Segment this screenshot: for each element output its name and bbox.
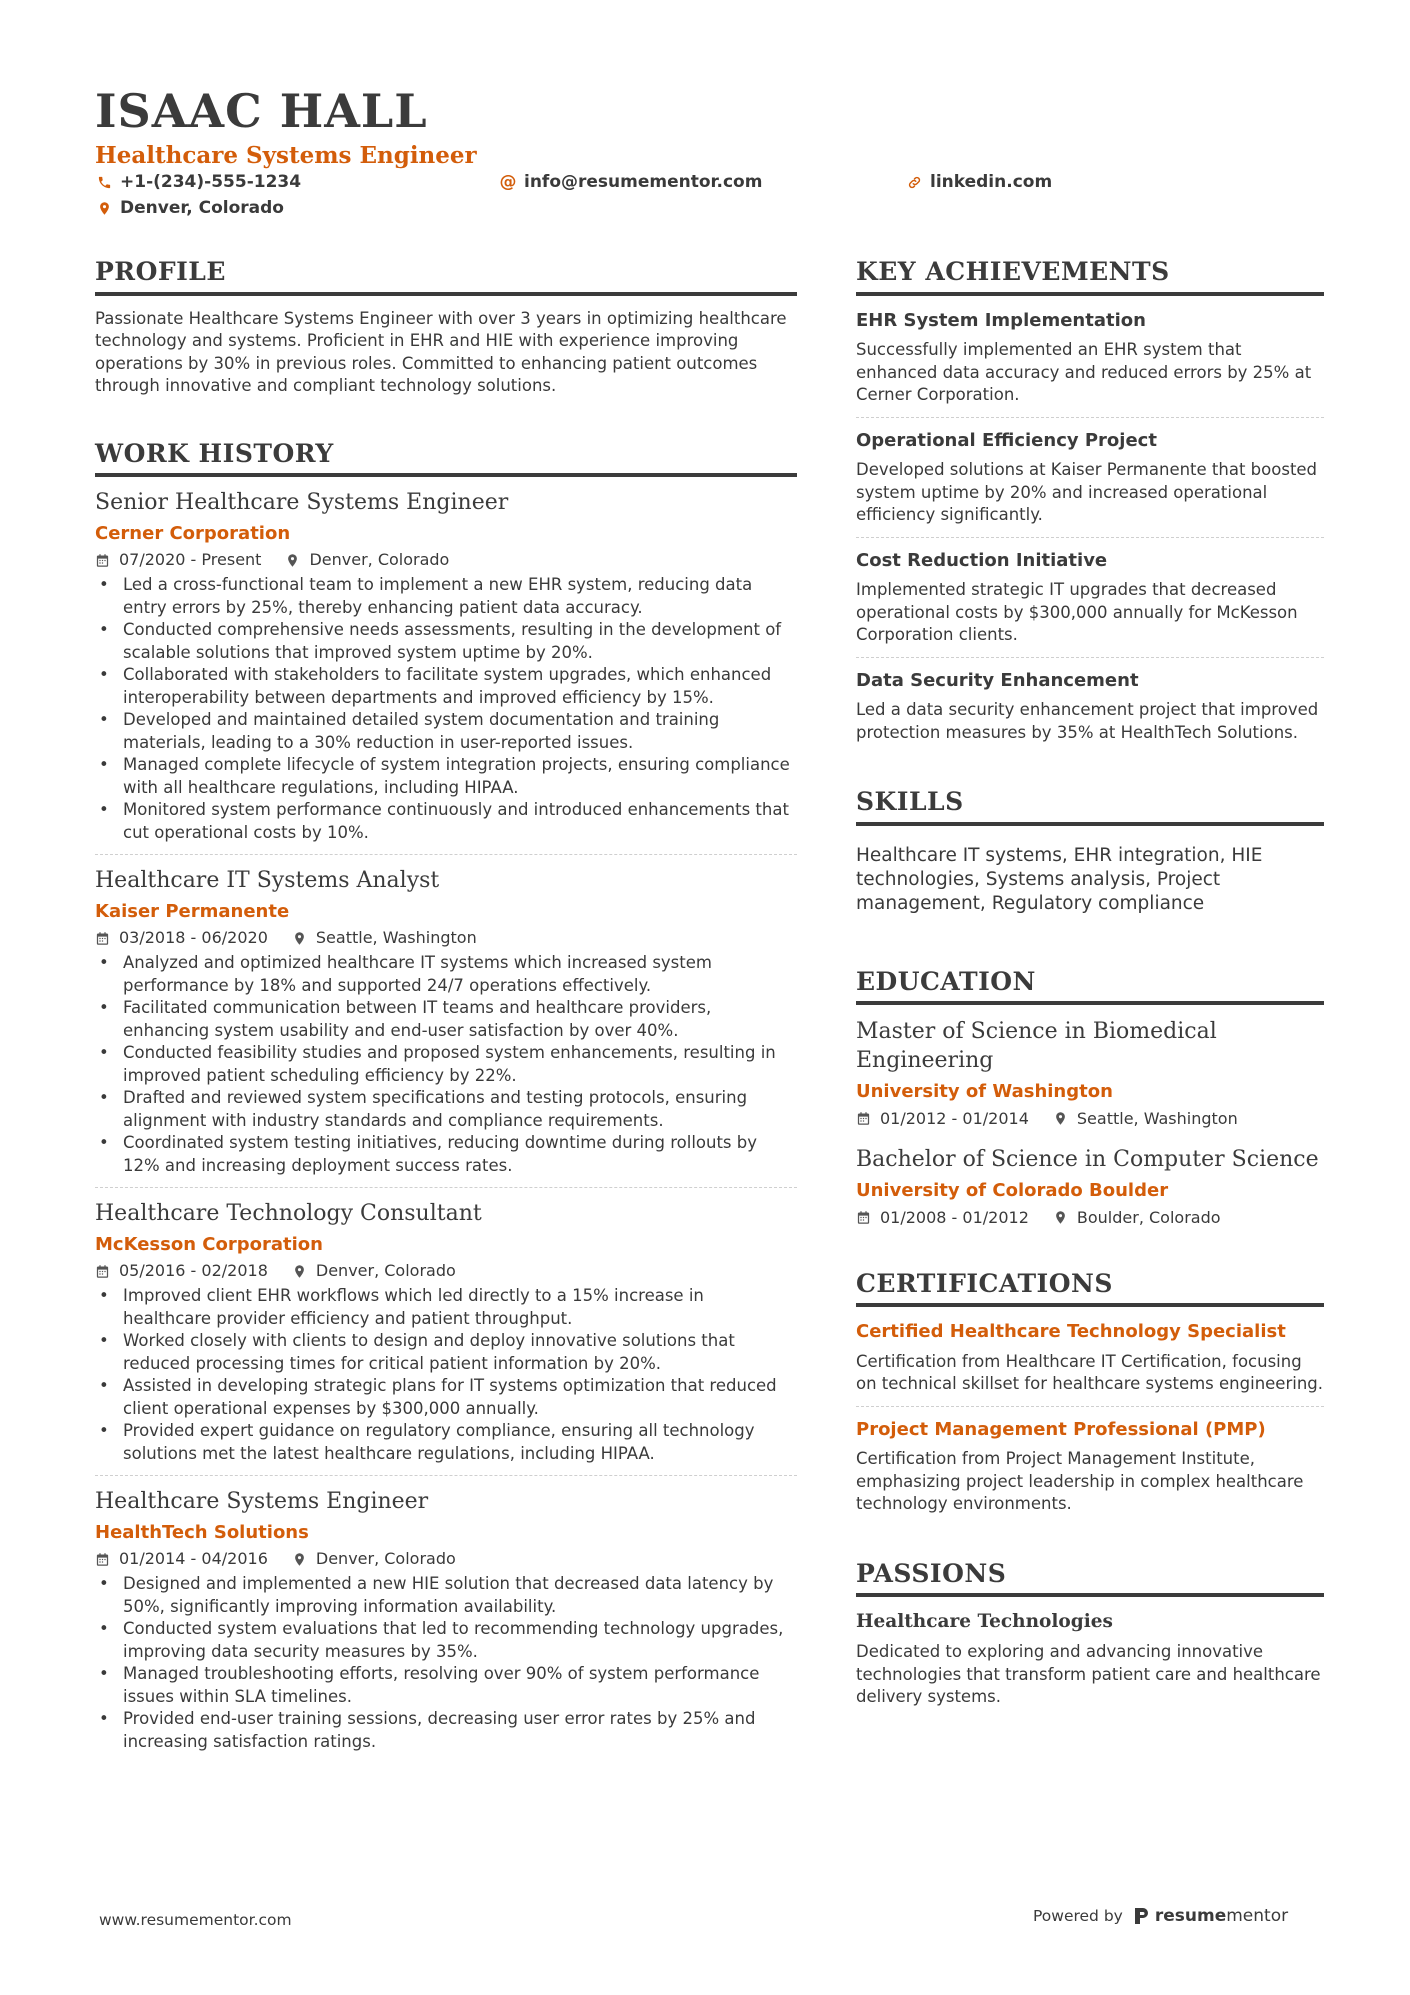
education-dates: 01/2008 - 01/2012 (880, 1207, 1029, 1227)
job-bullet: • Conducted feasibility studies and proposed system enhancements, resulting in improved patient scheduling efficiency by 22%. (95, 1042, 797, 1087)
work-history-heading: WORK HISTORY (95, 440, 797, 478)
location-pin-icon (96, 201, 112, 217)
powered-by-label: Powered by (1033, 1907, 1123, 1925)
achievement-item (856, 310, 1324, 407)
job-bullet: • Collaborated with stakeholders to facilitate system upgrades, which enhanced interoperability between departments and improved efficiency by 15%. (95, 664, 797, 709)
certification-item (856, 1321, 1324, 1396)
achievement-item (856, 670, 1324, 745)
job-dates: 03/2018 - 06/2020 (119, 928, 268, 948)
profile-heading: PROFILE (95, 258, 797, 296)
job-bullet: • Worked closely with clients to design and deploy innovative solutions that reduced processing times for critical patient information by 20%. (95, 1330, 797, 1375)
achievement-item (856, 430, 1324, 527)
job-bullet: • Assisted in developing strategic plans for IT systems optimization that reduced client operational expenses by $300,000 annually. (95, 1375, 797, 1420)
email-text[interactable]: info@resumementor.com (524, 172, 763, 192)
certification-text: Certification from Healthcare IT Certification, focusing on technical skillset for healthcare systems engineering. (856, 1351, 1323, 1394)
footer-website[interactable]: www.resumementor.com (99, 1911, 292, 1929)
achievement-title: Cost Reduction Initiative (856, 549, 1108, 571)
passions-heading: PASSIONS (856, 1560, 1324, 1598)
job-dates: 05/2016 - 02/2018 (119, 1261, 268, 1281)
education-item (856, 1145, 1324, 1226)
contact-phone (96, 174, 301, 191)
job-bullet: • Developed and maintained detailed system documentation and training materials, leading to a 30% reduction in user-reported issues. (95, 709, 797, 754)
job-bullets (95, 1573, 797, 1753)
job-bullets (95, 1285, 797, 1465)
divider (856, 1406, 1324, 1407)
certification-title: Project Management Professional (PMP) (856, 1418, 1266, 1440)
job-bullet: • Monitored system performance continuously and introduced enhancements that cut operational costs by 10%. (95, 799, 797, 844)
achievement-text: Developed solutions at Kaiser Permanente that boosted system uptime by 20% and increased operational efficiency significantly. (856, 460, 1318, 525)
job-bullets (95, 952, 797, 1177)
brand-text-part2: mentor (1226, 1906, 1289, 1926)
achievement-item (856, 550, 1324, 647)
calendar-icon (95, 1552, 110, 1567)
left-column (95, 258, 797, 1753)
profile-text: Passionate Healthcare Systems Engineer with over 3 years in optimizing healthcare technology and systems. Proficient in EHR and HIE with experience improving operations by 30% in previous roles. Committed to enhancing patient outcomes through innovative and compliant technology solutions. (95, 308, 787, 395)
job-location: Denver, Colorado (309, 550, 450, 570)
job-title: Healthcare Technology Consultant (95, 1201, 482, 1227)
link-icon (906, 175, 922, 191)
job-title: Healthcare IT Systems Analyst (95, 868, 440, 894)
location-pin-icon (292, 1552, 307, 1567)
candidate-title: Healthcare Systems Engineer (95, 142, 477, 169)
divider (95, 854, 797, 855)
certification-item (856, 1419, 1324, 1516)
right-column (856, 258, 1324, 1709)
job-entry (95, 489, 797, 844)
location-pin-icon (1053, 1111, 1068, 1126)
job-bullet: • Drafted and reviewed system specifications and testing protocols, ensuring alignment with industry standards and compliance requirements. (95, 1087, 797, 1132)
contact-location (96, 200, 284, 217)
achievement-text: Successfully implemented an EHR system that enhanced data accuracy and reduced errors by 25% at Cerner Corporation. (856, 340, 1312, 405)
job-company: Cerner Corporation (95, 522, 291, 544)
divider (856, 657, 1324, 658)
calendar-icon (95, 931, 110, 946)
job-meta (95, 1263, 797, 1279)
job-entry (95, 1488, 797, 1753)
certifications-heading: CERTIFICATIONS (856, 1270, 1324, 1308)
candidate-name: ISAAC HALL (95, 84, 428, 138)
job-location: Denver, Colorado (315, 1261, 456, 1281)
certification-text: Certification from Project Management Institute, emphasizing project leadership in complex healthcare technology environments. (856, 1449, 1304, 1514)
achievement-title: EHR System Implementation (856, 309, 1146, 331)
job-bullet: • Provided expert guidance on regulatory compliance, ensuring all technology solutions met the latest healthcare regulations, including HIPAA. (95, 1420, 797, 1465)
job-bullet: • Designed and implemented a new HIE solution that decreased data latency by 50%, significantly improving information availability. (95, 1573, 797, 1618)
achievements-heading: KEY ACHIEVEMENTS (856, 258, 1324, 296)
achievement-title: Data Security Enhancement (856, 669, 1139, 691)
calendar-icon (95, 553, 110, 568)
job-location: Seattle, Washington (315, 928, 477, 948)
job-title: Healthcare Systems Engineer (95, 1489, 429, 1515)
job-company: McKesson Corporation (95, 1233, 323, 1255)
calendar-icon (95, 1264, 110, 1279)
location-pin-icon (292, 931, 307, 946)
education-meta (856, 1207, 1324, 1227)
education-school: University of Washington (856, 1081, 1113, 1103)
passion-title: Healthcare Technologies (856, 1611, 1113, 1633)
job-location: Denver, Colorado (315, 1549, 456, 1569)
job-meta (95, 1551, 797, 1567)
job-bullet: • Conducted system evaluations that led to recommending technology upgrades, improving data security measures by 35%. (95, 1618, 797, 1663)
location-pin-icon (285, 553, 300, 568)
skills-text: Healthcare IT systems, EHR integration, HIE technologies, Systems analysis, Project management, Regulatory compliance (856, 844, 1263, 914)
calendar-icon (856, 1210, 871, 1225)
job-bullets (95, 574, 797, 844)
job-bullet: • Facilitated communication between IT teams and healthcare providers, enhancing system usability and end-user satisfaction by over 40%. (95, 997, 797, 1042)
education-dates: 01/2012 - 01/2014 (880, 1108, 1029, 1128)
job-company: Kaiser Permanente (95, 900, 290, 922)
job-entry (95, 1200, 797, 1465)
education-degree: Bachelor of Science in Computer Science (856, 1146, 1319, 1172)
location-pin-icon (292, 1264, 307, 1279)
divider (95, 1187, 797, 1188)
education-location: Seattle, Washington (1076, 1108, 1238, 1128)
job-dates: 01/2014 - 04/2016 (119, 1549, 268, 1569)
brand-logo[interactable] (1133, 1906, 1288, 1926)
passion-item (856, 1611, 1324, 1709)
job-bullet: • Managed complete lifecycle of system integration projects, ensuring compliance with all healthcare regulations, including HIPAA. (95, 754, 797, 799)
location-pin-icon (1053, 1210, 1068, 1225)
phone-text: +1-(234)-555-1234 (120, 172, 302, 192)
footer-powered-by (1033, 1906, 1288, 1926)
job-meta (95, 930, 797, 946)
job-bullet: • Improved client EHR workflows which led directly to a 15% increase in healthcare provider efficiency and patient throughput. (95, 1285, 797, 1330)
job-bullet: • Analyzed and optimized healthcare IT systems which increased system performance by 18% and supported 24/7 operations effectively. (95, 952, 797, 997)
divider (856, 537, 1324, 538)
job-bullet: • Provided end-user training sessions, decreasing user error rates by 25% and increasing satisfaction ratings. (95, 1708, 797, 1753)
job-meta (95, 552, 797, 568)
education-item (856, 1017, 1324, 1127)
job-company: HealthTech Solutions (95, 1521, 309, 1543)
job-bullet: • Coordinated system testing initiatives, reducing downtime during rollouts by 12% and increasing deployment success rates. (95, 1132, 797, 1177)
job-dates: 07/2020 - Present (119, 550, 262, 570)
education-heading: EDUCATION (856, 968, 1324, 1006)
location-text: Denver, Colorado (120, 198, 284, 218)
divider (95, 1475, 797, 1476)
skills-heading: SKILLS (856, 788, 1324, 826)
brand-mark-icon (1133, 1907, 1149, 1925)
brand-text-part1: resume (1154, 1906, 1227, 1926)
contact-email[interactable] (500, 174, 762, 191)
achievement-text: Led a data security enhancement project that improved protection measures by 35% at HealthTech Solutions. (856, 700, 1319, 742)
education-school: University of Colorado Boulder (856, 1179, 1169, 1201)
job-bullet: • Conducted comprehensive needs assessments, resulting in the development of scalable solutions that improved system uptime by 20%. (95, 619, 797, 664)
contact-linkedin[interactable] (906, 174, 1052, 191)
job-entry (95, 867, 797, 1177)
phone-icon (96, 175, 112, 191)
certification-title: Certified Healthcare Technology Specialist (856, 1321, 1286, 1343)
job-bullet: • Led a cross-functional team to implement a new EHR system, reducing data entry errors by 25%, thereby enhancing patient data accuracy. (95, 574, 797, 619)
education-location: Boulder, Colorado (1076, 1207, 1221, 1227)
calendar-icon (856, 1111, 871, 1126)
passion-text: Dedicated to exploring and advancing innovative technologies that transform patient care and healthcare delivery systems. (856, 1642, 1321, 1707)
achievement-text: Implemented strategic IT upgrades that decreased operational costs by $300,000 annually for McKesson Corporation clients. (856, 580, 1298, 645)
at-icon: @ (499, 172, 517, 192)
education-degree: Master of Science in Biomedical Engineering (856, 1019, 1217, 1074)
job-title: Senior Healthcare Systems Engineer (95, 490, 509, 515)
education-meta (856, 1108, 1324, 1128)
linkedin-text[interactable]: linkedin.com (930, 172, 1053, 192)
achievement-title: Operational Efficiency Project (856, 429, 1157, 451)
job-bullet: • Managed troubleshooting efforts, resolving over 90% of system performance issues within SLA timelines. (95, 1663, 797, 1708)
divider (856, 417, 1324, 418)
